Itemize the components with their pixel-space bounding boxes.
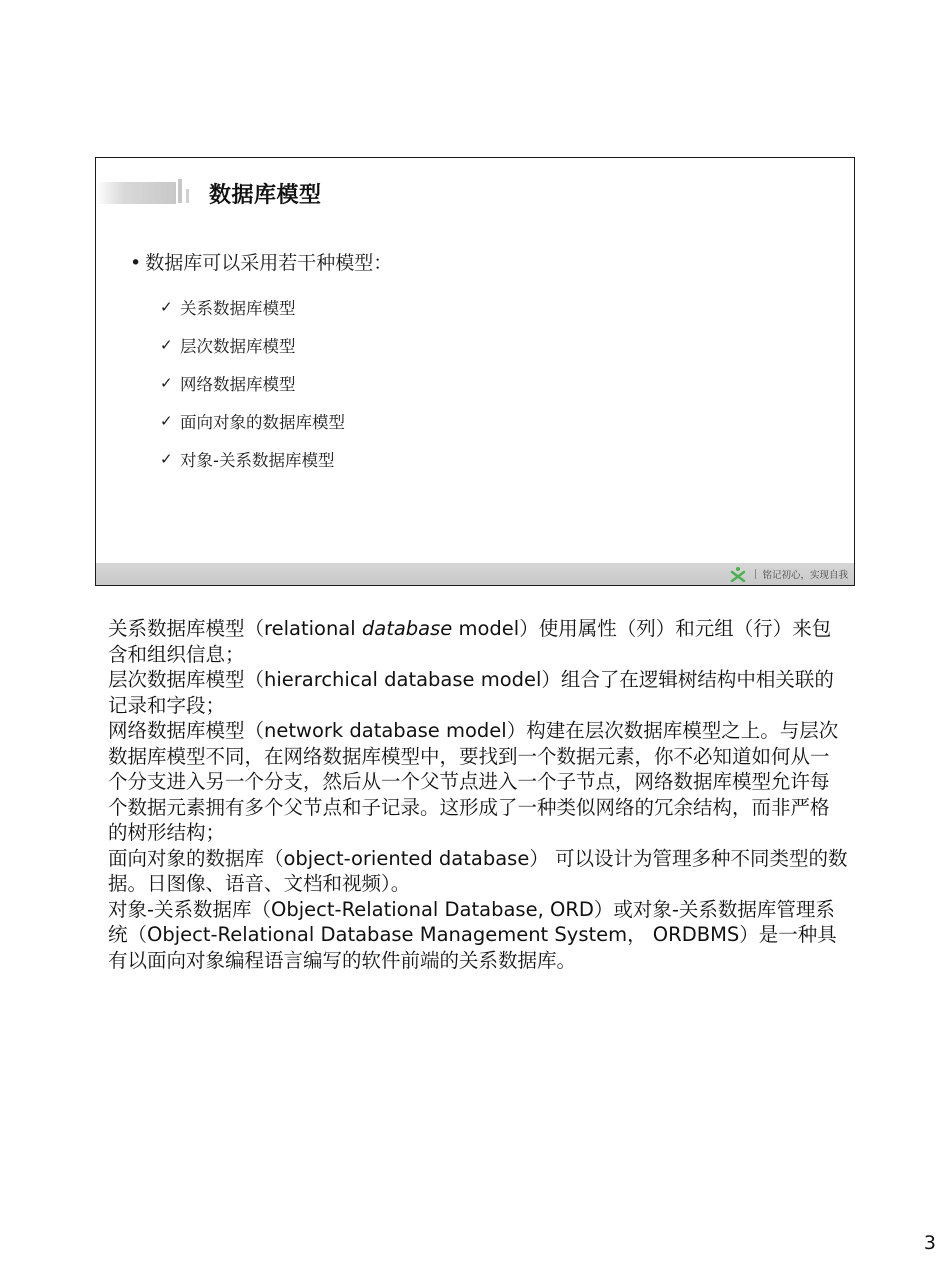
list-item-label: 网络数据库模型 (180, 375, 296, 394)
list-item (160, 326, 345, 364)
slide-title: 数据库模型 (209, 183, 322, 208)
list-item-label: 关系数据库模型 (180, 299, 296, 318)
list-item (160, 440, 345, 478)
slide-frame (95, 157, 855, 586)
page-number: 3 (923, 1232, 936, 1254)
check-icon: ✓ (160, 298, 173, 316)
bullet-dot-icon: • (130, 252, 142, 274)
list-item (160, 402, 345, 440)
green-x-logo-icon (730, 566, 746, 582)
main-bullet (130, 248, 392, 275)
list-item-label: 层次数据库模型 (180, 337, 296, 356)
title-decoration-bar (186, 189, 189, 203)
check-icon: ✓ (160, 374, 173, 392)
list-item (160, 288, 345, 326)
footer-slogan: 铭记初心，实现自我 (762, 570, 848, 581)
notes-paragraph: 面向对象的数据库（object-oriented database） 可以设计为管理多种不同类型的数据。日图像、语音、文档和视频）。 (108, 846, 848, 895)
list-item-label: 对象-关系数据库模型 (180, 451, 335, 470)
title-decoration-bar (178, 179, 182, 203)
title-decoration-band (96, 182, 176, 204)
model-list (160, 288, 345, 478)
footer-divider (755, 569, 756, 579)
notes-paragraph: 对象-关系数据库（Object-Relational Database, ORD）或对象-关系数据库管理系统（Object-Relational Database Management System， ORDBMS）是一种具有以面向对象编程语言编写的软件前端的关系数据库。 (108, 897, 837, 972)
check-icon: ✓ (160, 412, 173, 430)
slide-footer (96, 563, 854, 585)
notes-paragraph: 层次数据库模型（hierarchical database model）组合了在逻辑树结构中相关联的记录和字段； (108, 668, 834, 717)
check-icon: ✓ (160, 336, 173, 354)
list-item (160, 364, 345, 402)
list-item-label: 面向对象的数据库模型 (180, 413, 345, 432)
check-icon: ✓ (160, 450, 173, 468)
notes-paragraph: 网络数据库模型（network database model）构建在层次数据库模型之上。与层次数据库模型不同，在网络数据库模型中，要找到一个数据元素，你不必知道如何从一个分支进入另一个分支，然后从一个父节点进入一个子节点，网络数据库模型允许每个数据元素拥有多个父节点和子记录。这形成了一种类似网络的冗余结构，而非严格的树形结构； (108, 719, 839, 844)
speaker-notes (108, 616, 848, 973)
notes-paragraph: 关系数据库模型（relational database model）使用属性（列）和元组（行）来包含和组织信息； (108, 617, 832, 666)
main-bullet-text: 数据库可以采用若干种模型： (145, 252, 393, 274)
